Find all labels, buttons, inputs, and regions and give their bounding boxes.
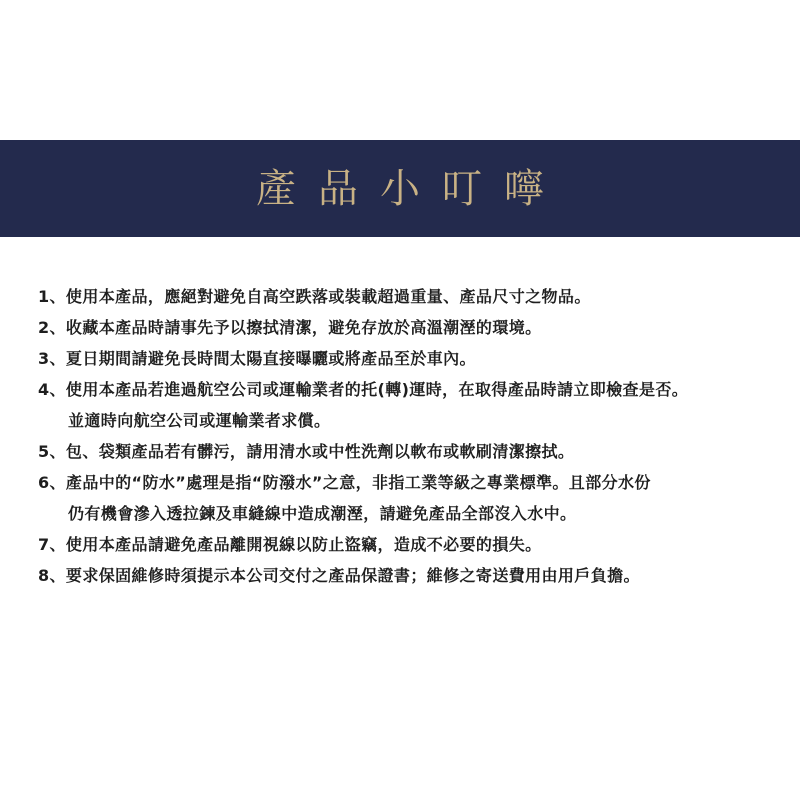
note-text: 5、包、袋類產品若有髒污，請用清水或中性洗劑以軟布或軟刷清潔擦拭。: [38, 442, 575, 461]
notes-list: [38, 281, 786, 591]
banner-title: 產品小叮嚀: [256, 165, 566, 212]
note-item-6: [38, 467, 786, 529]
note-text: 6、產品中的“防水”處理是指“防潑水”之意，非指工業等級之專業標準。且部分水份: [38, 473, 651, 492]
note-text: 8、要求保固維修時須提示本公司交付之產品保證書；維修之寄送費用由用戶負擔。: [38, 566, 640, 585]
note-text: 4、使用本產品若進過航空公司或運輸業者的托(轉)運時，在取得產品時請立即檢查是否。: [38, 380, 689, 399]
note-text: 1、使用本產品，應絕對避免自高空跌落或裝載超過重量、產品尺寸之物品。: [38, 287, 591, 306]
note-item-1: [38, 281, 786, 312]
note-item-4: [38, 374, 786, 436]
note-text-continued: 仍有機會滲入透拉鍊及車縫線中造成潮溼，請避免產品全部沒入水中。: [68, 504, 577, 523]
note-item-2: [38, 312, 786, 343]
note-text: 7、使用本產品請避免產品離開視線以防止盜竊，造成不必要的損失。: [38, 535, 542, 554]
note-item-8: [38, 560, 786, 591]
note-text: 3、夏日期間請避免長時間太陽直接曝曬或將產品至於車內。: [38, 349, 476, 368]
title-banner: [0, 140, 800, 237]
note-item-3: [38, 343, 786, 374]
note-text-continued: 並適時向航空公司或運輸業者求償。: [68, 411, 331, 430]
note-item-5: [38, 436, 786, 467]
note-text: 2、收藏本產品時請事先予以擦拭清潔，避免存放於高溫潮溼的環境。: [38, 318, 542, 337]
note-item-7: [38, 529, 786, 560]
